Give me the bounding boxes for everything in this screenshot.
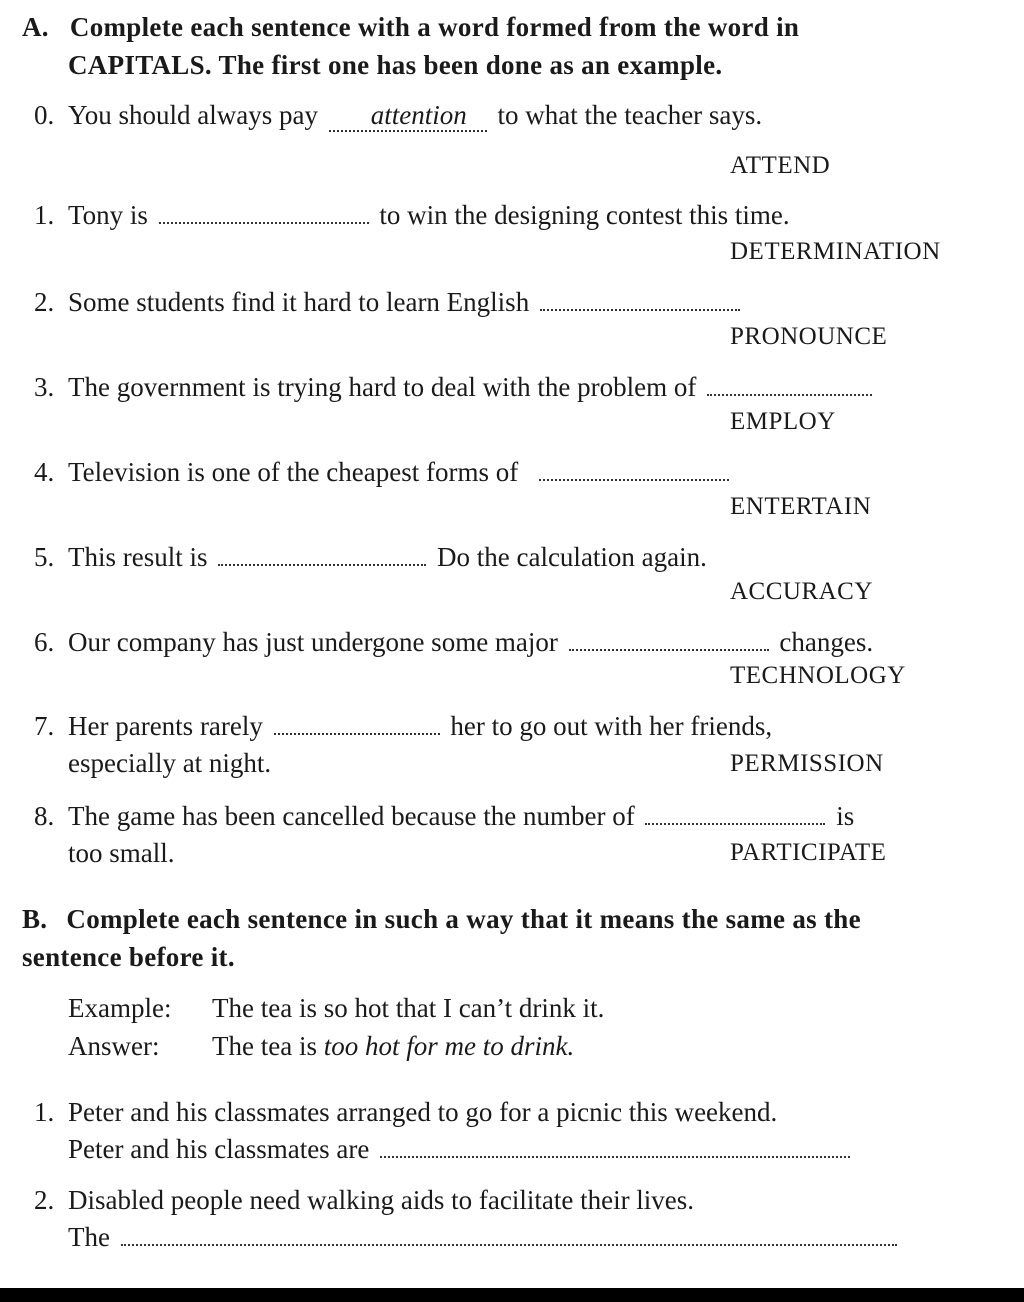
answer-text: [212, 1031, 574, 1062]
answer-prefix: The tea is: [212, 1031, 317, 1061]
section-a-letter: A.: [22, 12, 49, 42]
answer-blank[interactable]: [121, 1243, 897, 1246]
item-number: 6.: [34, 627, 55, 657]
item-text: her to go out with her friends,: [450, 711, 773, 741]
capital-word: TECHNOLOGY: [730, 662, 906, 689]
rewrite-line: [68, 1222, 901, 1253]
item-text: Peter and his classmates arranged to go for a picnic this weekend.: [68, 1097, 778, 1127]
list-item: [34, 372, 876, 403]
item-text: Disabled people need walking aids to facilitate their lives.: [68, 1185, 695, 1215]
item-text: Our company has just undergone some major: [68, 627, 558, 657]
example-before: You should always pay: [68, 100, 319, 130]
answer-blank[interactable]: [540, 308, 740, 311]
answer-blank[interactable]: [274, 732, 440, 735]
rewrite-prompt: The: [68, 1222, 110, 1252]
answer-blank[interactable]: [707, 393, 872, 396]
list-item: [34, 627, 873, 658]
answer-blank[interactable]: [218, 563, 426, 566]
item-number: 1.: [34, 1097, 55, 1127]
list-item: [34, 1097, 777, 1128]
capital-word: PARTICIPATE: [730, 839, 887, 866]
section-a-instruction-line2: CAPITALS. The first one has been done as an example.: [68, 50, 723, 80]
item-text: Some students find it hard to learn English: [68, 287, 530, 317]
answer-italic: too hot for me to drink.: [323, 1031, 575, 1061]
item-text: The game has been cancelled because the number of: [68, 801, 635, 831]
example-answer-blank: [329, 100, 487, 132]
item-number: 8.: [34, 801, 55, 831]
answer-blank[interactable]: [645, 822, 825, 825]
list-item: [34, 457, 733, 488]
capital-word: PRONOUNCE: [730, 323, 888, 350]
answer-blank[interactable]: [569, 648, 769, 651]
rewrite-line: [68, 1134, 854, 1165]
item-text-continued: especially at night.: [68, 748, 272, 778]
capital-word: EMPLOY: [730, 408, 836, 435]
list-item: [34, 711, 772, 742]
item-number: 1.: [34, 200, 55, 230]
item-text-continued: too small.: [68, 838, 175, 868]
capital-word: ENTERTAIN: [730, 493, 872, 520]
section-b-letter: B.: [22, 904, 48, 934]
example-answer: attention: [370, 100, 467, 130]
item-number: 4.: [34, 457, 55, 487]
list-item: [34, 200, 790, 231]
item-text: Television is one of the cheapest forms of: [68, 457, 519, 487]
item-number: 7.: [34, 711, 55, 741]
section-b-instruction-text: Complete each sentence in such a way that it means the same as the: [66, 904, 861, 934]
item-text: Her parents rarely: [68, 711, 263, 741]
item-text: Tony is: [68, 200, 148, 230]
section-a-instruction-text: Complete each sentence with a word formed from the word in: [69, 12, 800, 42]
item-number: 2.: [34, 1185, 55, 1215]
list-item: [34, 1185, 694, 1216]
item-text: is: [836, 801, 855, 831]
section-a-instruction-line1: [22, 12, 799, 43]
item-number: 3.: [34, 372, 55, 402]
bottom-edge-bar: [0, 1288, 1024, 1302]
example-label: Example:: [68, 993, 172, 1023]
section-b-instruction-line2: sentence before it.: [22, 942, 235, 972]
list-item: [34, 542, 707, 573]
item-text: The government is trying hard to deal with the problem of: [68, 372, 697, 402]
item-text: Do the calculation again.: [437, 542, 707, 572]
example-after: to what the teacher says.: [497, 100, 763, 130]
item-number: 5.: [34, 542, 55, 572]
item-text: This result is: [68, 542, 208, 572]
capital-word: PERMISSION: [730, 750, 884, 777]
answer-blank[interactable]: [539, 478, 729, 481]
item-text: changes.: [779, 627, 874, 657]
section-b-instruction-line1: [22, 904, 861, 935]
list-item: [34, 801, 854, 832]
list-item: [34, 287, 744, 318]
capital-word: DETERMINATION: [730, 238, 941, 265]
example-capital: ATTEND: [730, 152, 831, 179]
item-number: 2.: [34, 287, 55, 317]
rewrite-prompt: Peter and his classmates are: [68, 1134, 370, 1164]
item-text: to win the designing contest this time.: [379, 200, 790, 230]
answer-blank[interactable]: [159, 221, 369, 224]
example-text: The tea is so hot that I can’t drink it.: [212, 993, 605, 1023]
capital-word: ACCURACY: [730, 578, 873, 605]
answer-label: Answer:: [68, 1031, 160, 1061]
answer-blank[interactable]: [380, 1155, 850, 1158]
example-sentence: [34, 100, 762, 131]
example-number: 0.: [34, 100, 55, 130]
